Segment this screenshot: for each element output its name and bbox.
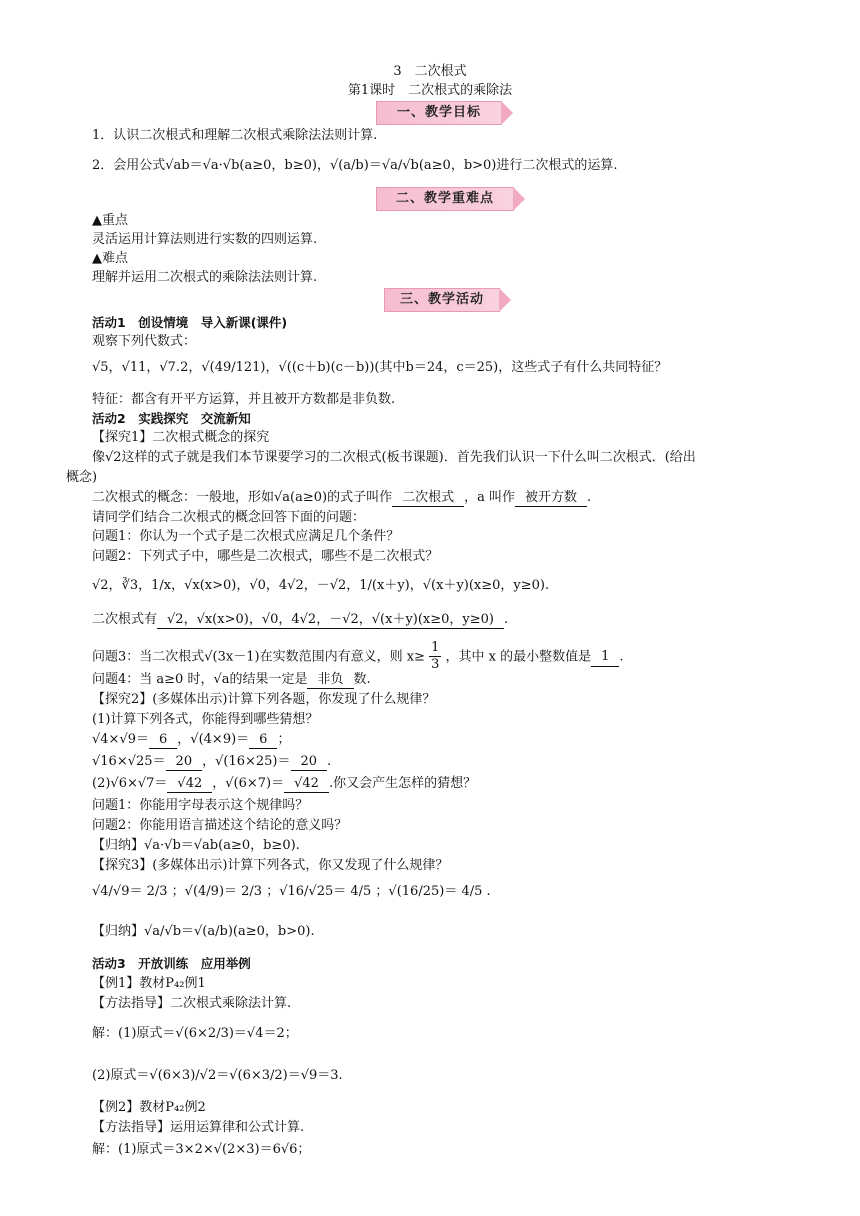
section-banner-goals: 一、教学目标 <box>376 101 502 125</box>
doc-title: 3 二次根式 <box>393 64 467 79</box>
goal-2: 2．会用公式√ab＝√a·√b(a≥0，b≥0)，√(a/b)＝√a/√b(a≥0，b>0)进行二次根式的运算. <box>92 158 618 173</box>
concept-mid: ，a 叫作 <box>464 490 515 505</box>
activity2-heading: 活动2 实践探究 交流新知 <box>92 411 251 426</box>
answer-fraction-one-third: $\frac{1}{3}$ <box>431 640 440 673</box>
probe2-question-1: 问题1：你能用字母表示这个规律吗？ <box>92 798 309 813</box>
probe1-line1: 像√2这样的式子就是我们本节课要学习的二次根式(板书课题)．首先我们认识一下什么叫二次根式．(给出 <box>92 450 696 465</box>
difficulty-heading: ▲难点 <box>92 251 128 266</box>
example-2: 【例2】教材P₄₂例2 <box>92 1100 206 1115</box>
probe2-row1: √4×√9＝ 6 ，√(4×9)＝ 6 ； <box>92 732 290 749</box>
answer-blank-min-int: 1 <box>591 649 619 666</box>
question-3-mid: ，其中 x 的最小整数值是 <box>445 649 592 665</box>
probe1-line2: 概念) <box>66 470 98 485</box>
probe2-sub: (1)计算下列各式，你能得到哪些猜想？ <box>92 712 319 727</box>
lesson-subtitle: 第1课时 二次根式的乘除法 <box>347 83 513 98</box>
answer-blank: 6 <box>249 732 277 749</box>
solution-3: 解：(1)原式＝3×2×√(2×3)＝6√6； <box>92 1142 311 1157</box>
question-4 <box>92 672 371 689</box>
question-1: 问题1：你认为一个式子是二次根式应满足几个条件？ <box>92 529 400 544</box>
activity3-heading: 活动3 开放训练 应用举例 <box>92 956 251 971</box>
probe2-row2: √16×√25＝ 20 ，√(16×25)＝ 20 . <box>92 754 331 771</box>
answer-blank: 20 <box>166 754 203 771</box>
summary-multiplication: 【归纳】√a·√b＝√ab(a≥0，b≥0). <box>92 838 300 853</box>
section-banner-key-points: 二、教学重难点 <box>376 187 514 211</box>
key-point-heading: ▲重点 <box>92 213 128 228</box>
probe2-heading: 【探究2】(多媒体出示)计算下列各题，你发现了什么规律？ <box>92 692 436 707</box>
goal-1: 1．认识二次根式和理解二次根式乘除法法则计算. <box>92 128 378 143</box>
summary-division: 【归纳】√a/√b＝√(a/b)(a≥0，b>0). <box>92 924 315 939</box>
concept-definition: 二次根式的概念：一般地，形如√a(a≥0)的式子叫作 二次根式 ，a 叫作 被开方数 . <box>92 490 591 507</box>
probe2-row3: (2)√6×√7＝ √42 ，√(6×7)＝ √42 .你又会产生怎样的猜想？ <box>92 776 476 793</box>
question-2-answer-pre: 二次根式有 <box>92 612 158 627</box>
probe3-heading: 【探究3】(多媒体出示)计算下列各式，你又发现了什么规律？ <box>92 858 449 873</box>
probe3-row: √4/√9＝ 2/3 ；√(4/9)＝ 2/3 ；√16/√25＝ 4/5 ；√(16/25)＝ 4/5 . <box>92 884 491 899</box>
question-2-answer: 二次根式有 √2，√x(x>0)，√0，4√2，－√2，√(x＋y)(x≥0，y≥0) . <box>92 612 508 629</box>
activity1-expressions: √5，√11，√7.2，√(49/121)，√((c＋b)(c－b))(其中b＝24，c＝25)，这些式子有什么共同特征？ <box>92 360 668 375</box>
question-2-list: √2，∛3，1/x，√x(x>0)，√0，4√2，－√2，1/(x＋y)，√(x＋y)(x≥0，y≥0). <box>92 578 550 593</box>
solution-2: (2)原式＝√(6×3)/√2＝√(6×3/2)＝√9＝3. <box>92 1068 343 1083</box>
probe2-question-2: 问题2：你能用语言描述这个结论的意义吗？ <box>92 818 348 833</box>
solution-1: 解：(1)原式＝√(6×2/3)＝√4＝2； <box>92 1026 298 1041</box>
question-4-post: 数. <box>353 672 371 687</box>
section-banner-activities: 三、教学活动 <box>384 288 500 312</box>
activity1-intro: 观察下列代数式： <box>92 334 197 349</box>
question-3-pre: 问题3：当二次根式√(3x－1)在实数范围内有意义，则 x≥ <box>92 649 425 665</box>
question-2: 问题2：下列式子中，哪些是二次根式，哪些不是二次根式？ <box>92 549 439 564</box>
question-4-pre: 问题4：当 a≥0 时，√a的结果一定是 <box>92 672 308 687</box>
example-1: 【例1】教材P₄₂例1 <box>92 976 206 991</box>
answer-blank: 6 <box>149 732 177 749</box>
answer-blank: 20 <box>291 754 328 771</box>
answer-blank-radicals: √2，√x(x>0)，√0，4√2，－√2，√(x＋y)(x≥0，y≥0) <box>157 612 504 629</box>
method-guide-2: 【方法指导】运用运算律和公式计算. <box>92 1120 305 1135</box>
answer-blank-radicand: 被开方数 <box>515 490 587 507</box>
questions-intro: 请同学们结合二次根式的概念回答下面的问题： <box>92 510 366 525</box>
method-guide-1: 【方法指导】二次根式乘除法计算. <box>92 996 292 1011</box>
difficulty-text: 理解并运用二次根式的乘除法法则计算. <box>92 270 318 285</box>
activity1-feature: 特征：都含有开平方运算，并且被开方数都是非负数. <box>92 392 396 407</box>
answer-blank: √42 <box>284 776 329 793</box>
answer-blank: √42 <box>167 776 212 793</box>
question-3: 问题3：当二次根式√(3x－1)在实数范围内有意义，则 x≥ $\frac{1}{3}$ ，其中 x 的最小整数值是 1 . <box>92 640 624 673</box>
answer-blank-radical: 二次根式 <box>392 490 464 507</box>
key-point-text: 灵活运用计算法则进行实数的四则运算. <box>92 232 318 247</box>
activity1-heading: 活动1 创设情境 导入新课(课件) <box>92 315 288 330</box>
answer-blank-nonneg: 非负 <box>307 672 353 689</box>
concept-pre: 二次根式的概念：一般地，形如√a(a≥0)的式子叫作 <box>92 490 393 505</box>
probe1-heading: 【探究1】二次根式概念的探究 <box>92 430 270 445</box>
